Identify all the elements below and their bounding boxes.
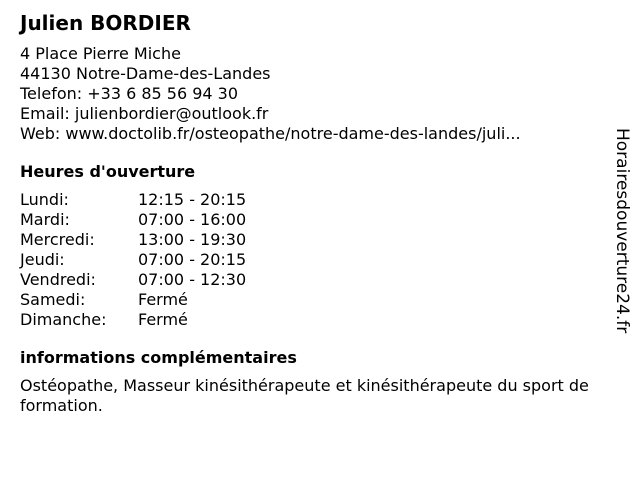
email-address: Email: julienbordier@outlook.fr <box>20 104 269 123</box>
hours-time: 07:00 - 20:15 <box>138 250 247 269</box>
hours-day: Samedi: <box>20 290 86 309</box>
additional-info-title: informations complémentaires <box>20 348 297 367</box>
business-card <box>20 10 610 416</box>
hours-time: 07:00 - 12:30 <box>138 270 247 289</box>
street-address: 4 Place Pierre Miche <box>20 44 181 63</box>
hours-time: 13:00 - 19:30 <box>138 230 247 249</box>
phone-number: Telefon: +33 6 85 56 94 30 <box>20 84 239 103</box>
hours-day: Mercredi: <box>20 230 95 249</box>
hours-day: Dimanche: <box>20 310 107 329</box>
hours-time: 07:00 - 16:00 <box>138 210 247 229</box>
additional-info-text: Ostéopathe, Masseur kinésithérapeute et kinésithérapeute du sport de formation. <box>20 376 589 415</box>
hours-row <box>20 190 610 210</box>
hours-row <box>20 270 610 290</box>
hours-row <box>20 250 610 270</box>
hours-day: Jeudi: <box>20 250 65 269</box>
hours-row <box>20 290 610 310</box>
hours-row <box>20 310 610 330</box>
opening-hours-title: Heures d'ouverture <box>20 162 196 181</box>
hours-day: Vendredi: <box>20 270 96 289</box>
address-block <box>20 44 610 144</box>
hours-time: Fermé <box>138 310 188 329</box>
website-url: Web: www.doctolib.fr/osteopathe/notre-dame-des-landes/juli... <box>20 124 521 143</box>
business-name: Julien BORDIER <box>20 11 191 35</box>
city-postal: 44130 Notre-Dame-des-Landes <box>20 64 271 83</box>
hours-day: Lundi: <box>20 190 69 209</box>
hours-time: 12:15 - 20:15 <box>138 190 247 209</box>
site-brand-vertical: Horairesdouverture24.fr <box>612 128 632 334</box>
hours-row <box>20 210 610 230</box>
hours-day: Mardi: <box>20 210 70 229</box>
opening-hours-table <box>20 190 610 330</box>
hours-row <box>20 230 610 250</box>
hours-time: Fermé <box>138 290 188 309</box>
